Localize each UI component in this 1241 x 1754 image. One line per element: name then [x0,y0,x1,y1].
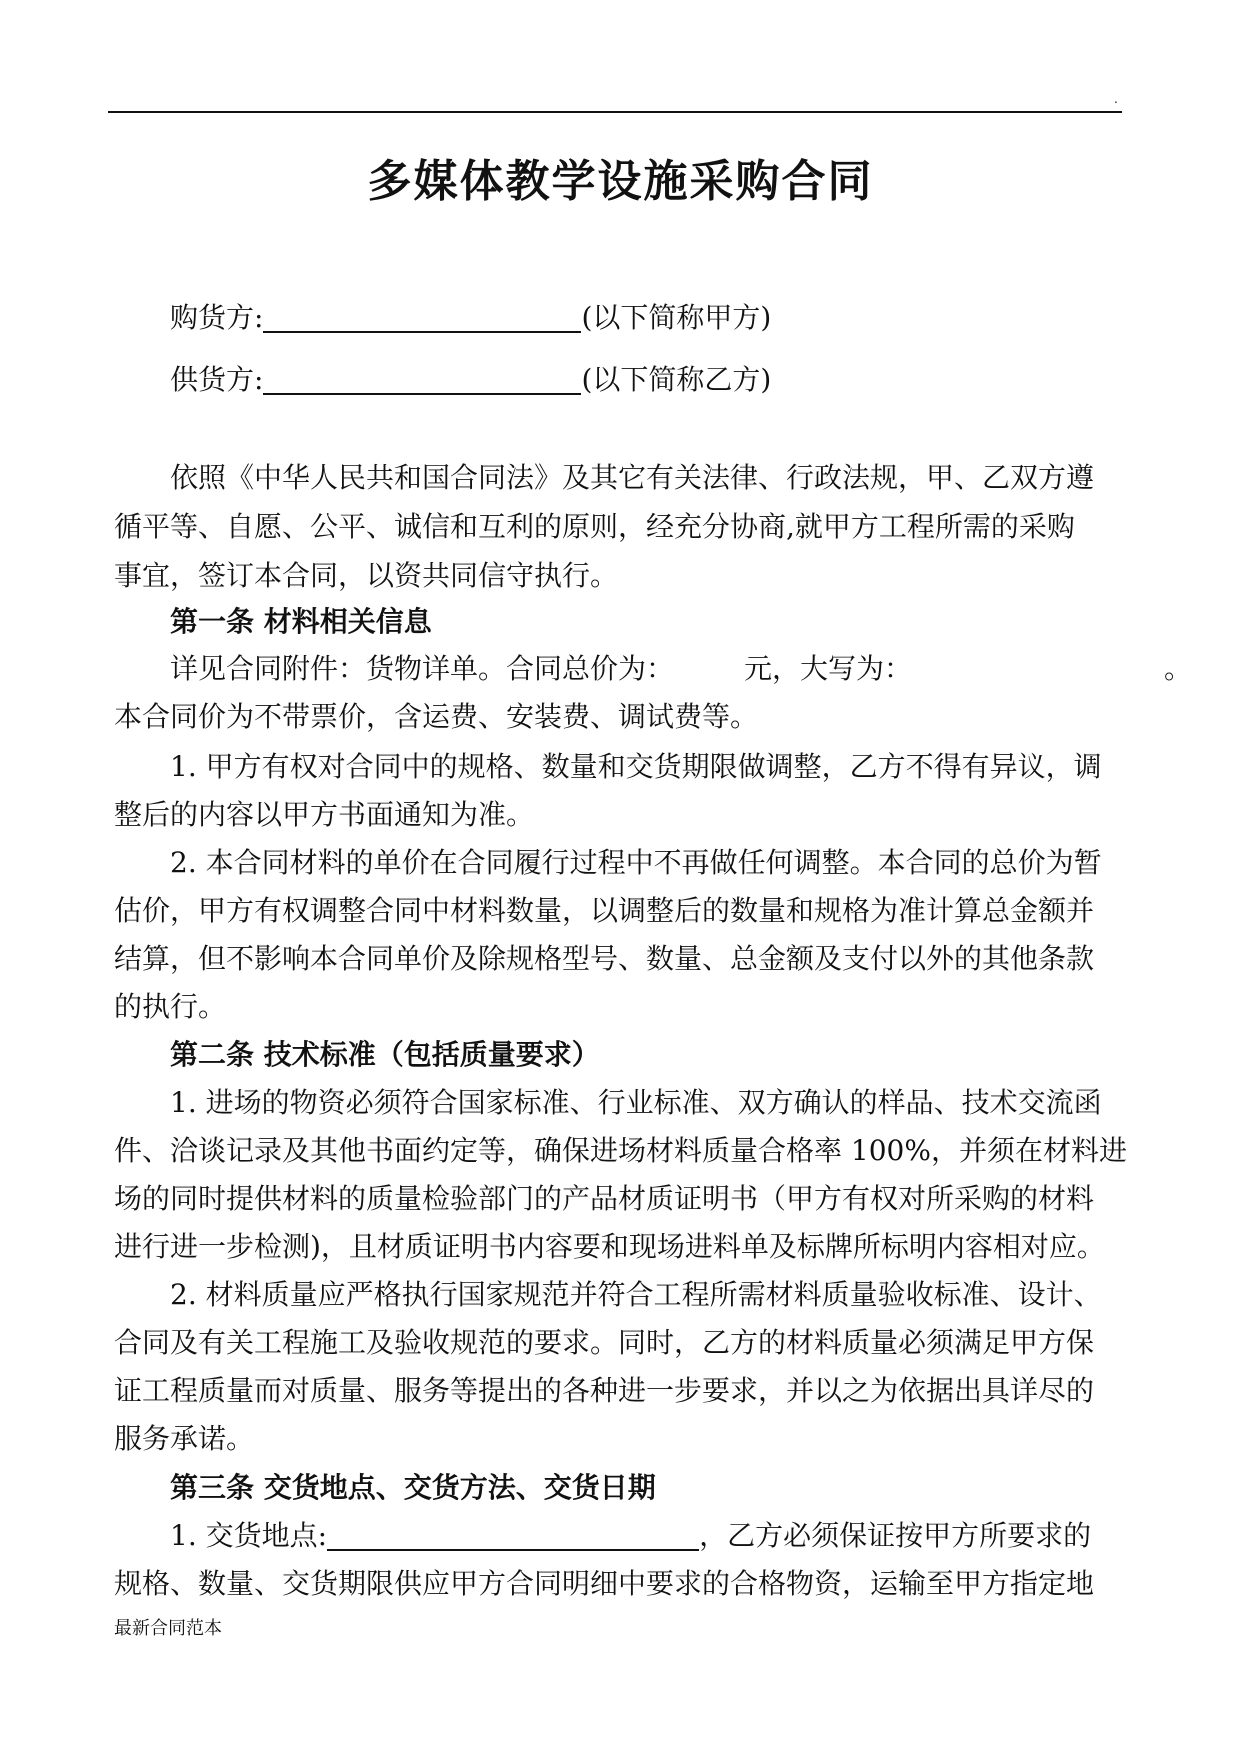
article-3-item-1-line: 规格、数量、交货期限供应甲方合同明细中要求的合格物资，运输至甲方指定地 [114,1567,1095,1600]
preamble-line: 循平等、自愿、公平、诚信和互利的原则，经充分协商,就甲方工程所需的采购 [114,510,1075,543]
article-2-item-2-line: 证工程质量而对质量、服务等提出的各种进一步要求，并以之为依据出具详尽的 [114,1374,1095,1407]
supplier-suffix: (以下简称乙方) [581,363,772,396]
article-1-line: 本合同价为不带票价，含运费、安装费、调试费等。 [114,700,759,733]
buyer-label: 购货方: [170,301,264,334]
article-1-item-2-line: 结算，但不影响本合同单价及除规格型号、数量、总金额及支付以外的其他条款 [114,942,1095,975]
price-unit: 元，大写为： [744,652,913,685]
delivery-location-label: 1. 交货地点: [170,1519,328,1552]
supplier-label: 供货方: [170,363,264,396]
preamble-line: 依照《中华人民共和国合同法》及其它有关法律、行政法规，甲、乙双方遵 [170,461,1095,494]
price-prefix: 详见合同附件：货物详单。合同总价为： [170,652,675,685]
preamble-line: 事宜，签订本合同，以资共同信守执行。 [114,559,619,592]
article-1-item-2-line: 2. 本合同材料的单价在合同履行过程中不再做任何调整。本合同的总价为暂 [170,846,1102,879]
article-2-item-1-line: 件、洽谈记录及其他书面约定等，确保进场材料质量合格率 100%，并须在材料进 [114,1134,1127,1167]
article-3-item-1-line [170,1512,1128,1560]
article-2-item-1-line: 进行进一步检测)，且材质证明书内容要和现场进料单及标牌所标明内容相对应。 [114,1230,1105,1263]
buyer-suffix: (以下简称甲方) [581,301,772,334]
page-footer: 最新合同范本 [114,1618,222,1639]
article-3-heading: 第三条 交货地点、交货方法、交货日期 [170,1471,656,1504]
document-title: 多媒体教学设施采购合同 [367,156,874,207]
article-2-item-2-line: 服务承诺。 [114,1422,255,1455]
article-2-heading: 第二条 技术标准（包括质量要求） [170,1038,600,1071]
article-1-item-1-line: 整后的内容以甲方书面通知为准。 [114,798,535,831]
delivery-location-suffix: ，乙方必须保证按甲方所要求的 [699,1519,1092,1552]
article-2-item-2-line: 2. 材料质量应严格执行国家规范并符合工程所需材料质量验收标准、设计、 [170,1278,1102,1311]
header-mark: . [1114,92,1118,106]
supplier-line [170,356,1128,404]
article-1-item-2-line: 估价，甲方有权调整合同中材料数量，以调整后的数量和规格为准计算总金额并 [114,894,1095,927]
supplier-blank [263,363,581,395]
article-2-item-2-line: 合同及有关工程施工及验收规范的要求。同时，乙方的材料质量必须满足甲方保 [114,1326,1095,1359]
article-2-item-1-line: 1. 进场的物资必须符合国家标准、行业标准、双方确认的样品、技术交流函 [170,1086,1102,1119]
article-1-item-2-line: 的执行。 [114,990,227,1023]
article-1-heading: 第一条 材料相关信息 [170,605,432,638]
delivery-location-blank [327,1519,699,1551]
article-1-item-1-line: 1. 甲方有权对合同中的规格、数量和交货期限做调整，乙方不得有异议，调 [170,750,1102,783]
article-2-item-1-line: 场的同时提供材料的质量检验部门的产品材质证明书（甲方有权对所采购的材料 [114,1182,1095,1215]
header-rule [108,111,1122,113]
price-end: 。 [1164,652,1193,685]
buyer-line [170,294,1128,342]
article-1-price-line [170,645,1193,693]
buyer-blank [263,301,581,333]
